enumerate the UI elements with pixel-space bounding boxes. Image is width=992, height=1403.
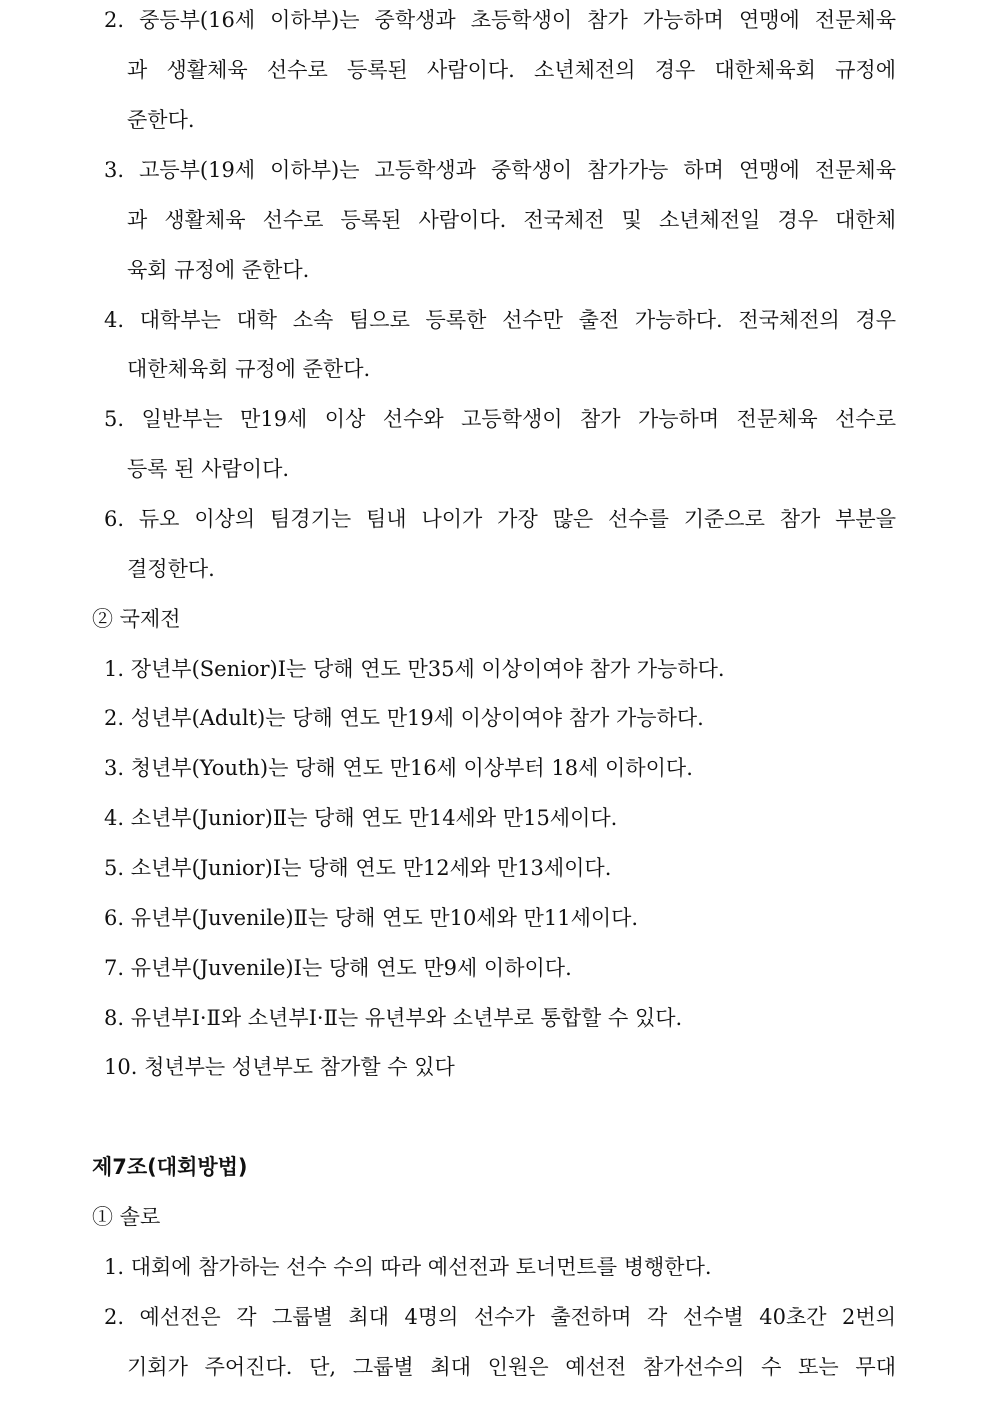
international-item-5: 5. 소년부(Junior)Ⅰ는 당해 연도 만12세와 만13세이다. [104, 856, 612, 880]
item-2-line-2: 과 생활체육 선수로 등록된 사람이다. 소년체전의 경우 대한체육회 규정에 [127, 58, 896, 82]
international-item-7: 7. 유년부(Juvenile)Ⅰ는 당해 연도 만9세 이하이다. [104, 956, 572, 980]
item-3-line-2: 과 생활체육 선수로 등록된 사람이다. 전국체전 및 소년체전일 경우 대한체 [127, 208, 896, 232]
international-item-1: 1. 장년부(Senior)Ⅰ는 당해 연도 만35세 이상이여야 참가 가능하다. [104, 657, 725, 681]
item-5-line-2: 등록 된 사람이다. [127, 457, 290, 481]
item-5-line-1: 5. 일반부는 만19세 이상 선수와 고등학생이 참가 가능하며 전문체육 선수로 [104, 407, 896, 431]
solo-item-2-line-1: 2. 예선전은 각 그룹별 최대 4명의 선수가 출전하며 각 선수별 40초간 2번의 [104, 1305, 896, 1329]
solo-item-1: 1. 대회에 참가하는 선수 수의 따라 예선전과 토너먼트를 병행한다. [104, 1255, 712, 1279]
item-4-line-2: 대한체육회 규정에 준한다. [127, 357, 371, 381]
international-heading: ② 국제전 [92, 607, 181, 631]
international-item-8: 8. 유년부Ⅰ·Ⅱ와 소년부Ⅰ·Ⅱ는 유년부와 소년부로 통합할 수 있다. [104, 1006, 683, 1030]
international-item-10: 10. 청년부는 성년부도 참가할 수 있다 [104, 1055, 455, 1079]
international-item-3: 3. 청년부(Youth)는 당해 연도 만16세 이상부터 18세 이하이다. [104, 756, 693, 780]
item-3-line-1: 3. 고등부(19세 이하부)는 고등학생과 중학생이 참가가능 하며 연맹에 전문체육 [104, 158, 896, 182]
solo-heading: ① 솔로 [92, 1205, 161, 1229]
item-2-line-1: 2. 중등부(16세 이하부)는 중학생과 초등학생이 참가 가능하며 연맹에 전문체육 [104, 8, 896, 32]
solo-item-2-line-2: 기회가 주어진다. 단, 그룹별 최대 인원은 예선전 참가선수의 수 또는 무대 [127, 1355, 896, 1379]
item-3-line-3: 육회 규정에 준한다. [127, 258, 310, 282]
item-6-line-2: 결정한다. [127, 557, 215, 581]
international-item-6: 6. 유년부(Juvenile)Ⅱ는 당해 연도 만10세와 만11세이다. [104, 906, 639, 930]
international-item-2: 2. 성년부(Adult)는 당해 연도 만19세 이상이여야 참가 가능하다. [104, 706, 704, 730]
international-item-4: 4. 소년부(Junior)Ⅱ는 당해 연도 만14세와 만15세이다. [104, 806, 618, 830]
item-4-line-1: 4. 대학부는 대학 소속 팀으로 등록한 선수만 출전 가능하다. 전국체전의 경우 [104, 308, 896, 332]
item-2-line-3: 준한다. [127, 108, 195, 132]
article-7-title: 제7조(대회방법) [92, 1155, 248, 1179]
item-6-line-1: 6. 듀오 이상의 팀경기는 팀내 나이가 가장 많은 선수를 기준으로 참가 부분을 [104, 507, 896, 531]
